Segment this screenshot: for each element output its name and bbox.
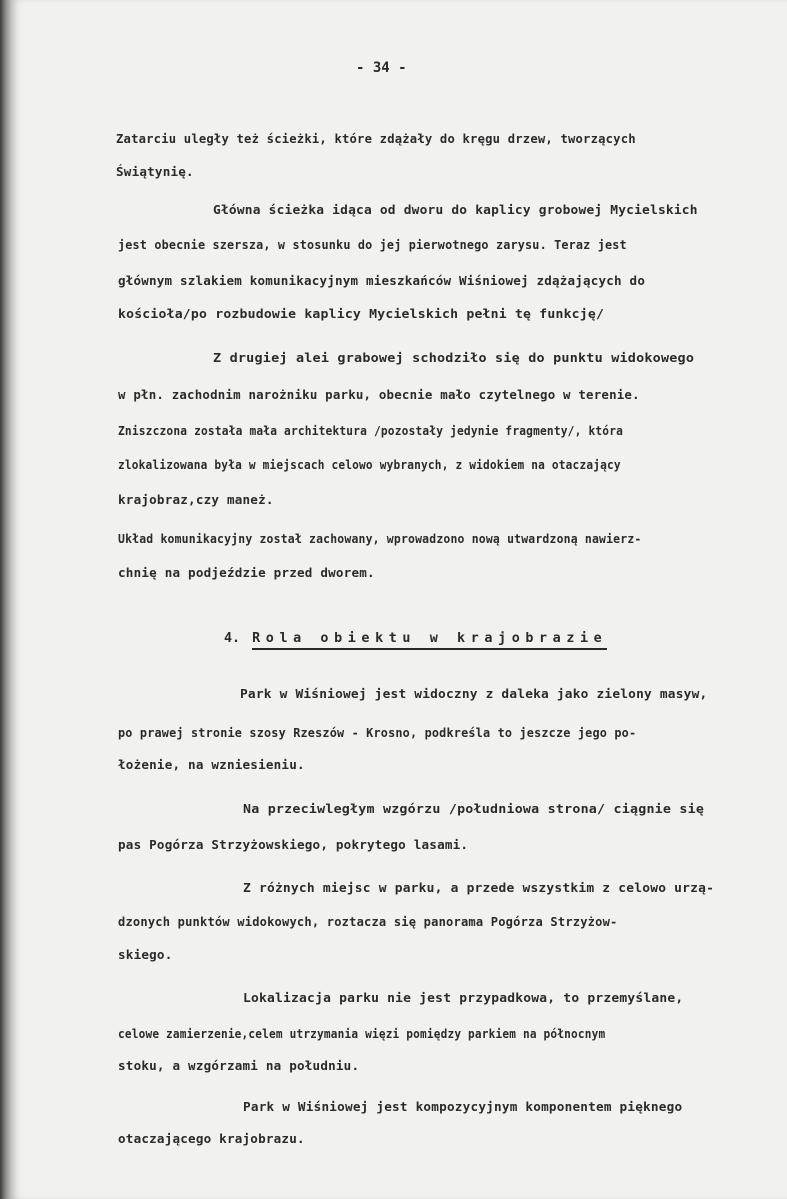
- text-line: Zatarciu uległy też ścieżki, które zdążały do kręgu drzew, tworzących: [116, 131, 636, 146]
- text-line: w płn. zachodnim narożniku parku, obecnie mało czytelnego w terenie.: [118, 387, 640, 402]
- text-line: jest obecnie szersza, w stosunku do jej pierwotnego zarysu. Teraz jest: [118, 237, 627, 252]
- page-number: - 34 -: [356, 60, 407, 76]
- text-line: Świątynię.: [116, 164, 194, 179]
- text-line: chnię na podjeździe przed dworem.: [118, 565, 375, 580]
- text-line: Park w Wiśniowej jest kompozycyjnym komponentem pięknego: [243, 1099, 683, 1114]
- text-line: Układ komunikacyjny został zachowany, wprowadzono nową utwardzoną nawierz-: [118, 531, 642, 546]
- text-line: Park w Wiśniowej jest widoczny z daleka jako zielony masyw,: [240, 686, 708, 701]
- text-line: Z różnych miejsc w parku, a przede wszystkim z celowo urzą-: [243, 880, 715, 895]
- text-line: kościoła/po rozbudowie kaplicy Mycielskich pełni tę funkcję/: [118, 306, 605, 321]
- text-line: skiego.: [118, 947, 173, 962]
- text-line: Na przeciwległym wzgórzu /południowa strona/ ciągnie się: [243, 801, 705, 816]
- text-line: łożenie, na wzniesieniu.: [118, 757, 305, 772]
- text-line: Z drugiej alei grabowej schodziło się do punktu widokowego: [213, 350, 695, 365]
- text-line: otaczającego krajobrazu.: [118, 1131, 305, 1146]
- text-line: stoku, a wzgórzami na południu.: [118, 1058, 360, 1073]
- document-page: [10, 0, 787, 1199]
- text-line: krajobraz,czy maneż.: [118, 492, 274, 507]
- text-line: Główna ścieżka idąca od dworu do kaplicy grobowej Mycielskich: [213, 202, 698, 217]
- text-line: Lokalizacja parku nie jest przypadkowa, to przemyślane,: [243, 990, 684, 1005]
- text-line: głównym szlakiem komunikacyjnym mieszkańców Wiśniowej zdążających do: [118, 273, 646, 288]
- text-line: dzonych punktów widokowych, roztacza się panorama Pogórza Strzyżow-: [118, 914, 618, 929]
- section-heading: [224, 631, 607, 646]
- text-line: celowe zamierzenie,celem utrzymania więzi pomiędzy parkiem na północnym: [118, 1026, 606, 1041]
- text-line: pas Pogórza Strzyżowskiego, pokrytego lasami.: [118, 837, 469, 852]
- section-title: Rola obiektu w krajobrazie: [252, 631, 607, 650]
- text-line: Zniszczona została mała architektura /pozostały jedynie fragmenty/, która: [118, 423, 624, 438]
- section-number: 4.: [224, 631, 241, 646]
- text-line: po prawej stronie szosy Rzeszów - Krosno, podkreśla to jeszcze jego po-: [118, 725, 637, 740]
- text-line: zlokalizowana była w miejscach celowo wybranych, z widokiem na otaczający: [118, 457, 621, 472]
